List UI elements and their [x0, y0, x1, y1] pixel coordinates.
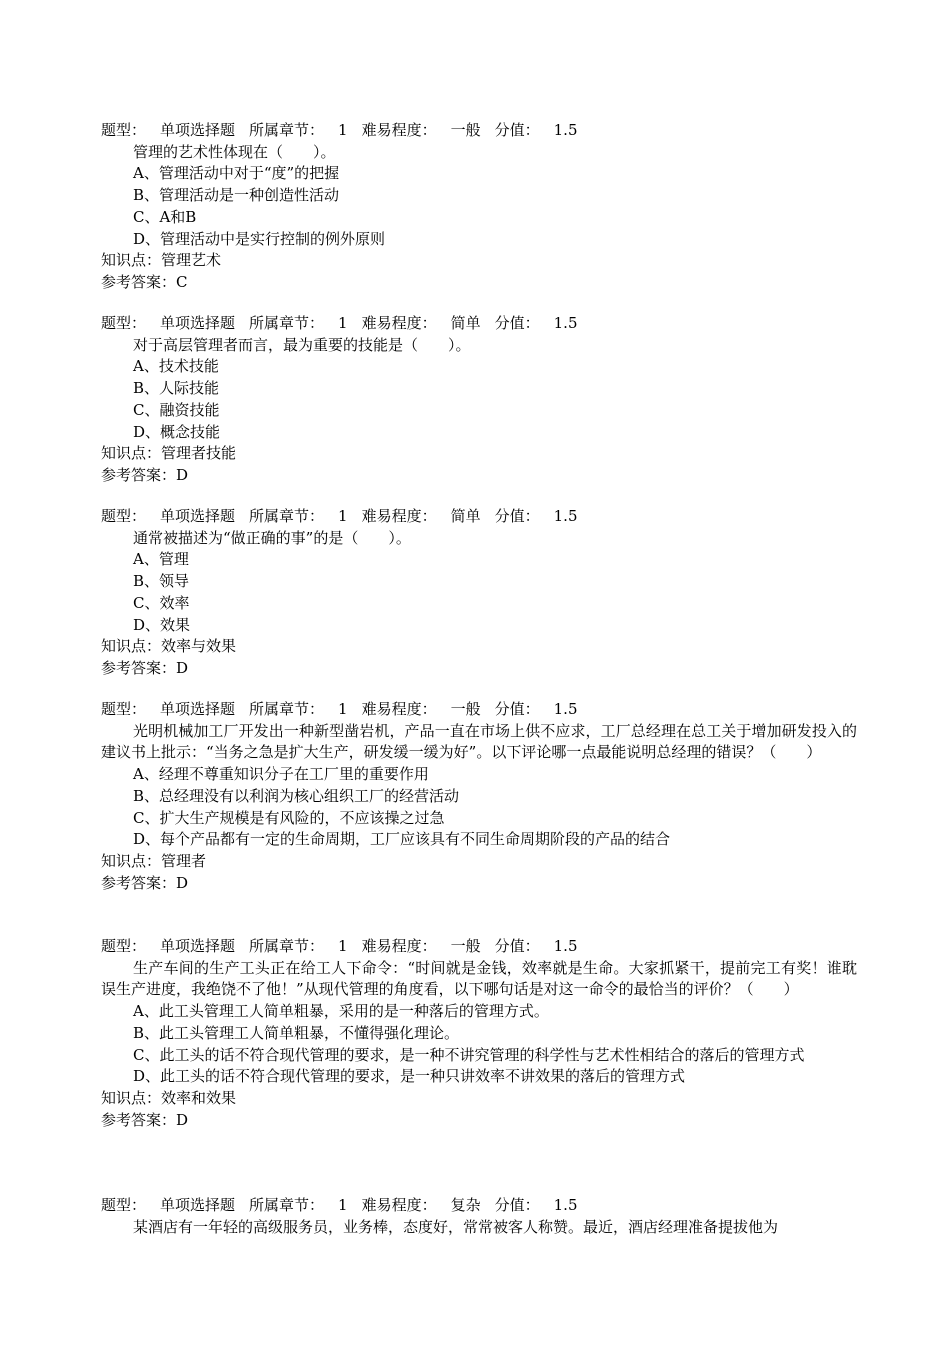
- question-chapter: 1: [338, 700, 348, 718]
- question-score: 1.5: [553, 937, 578, 955]
- option-c: C、A和B: [133, 207, 197, 226]
- question-stem: 光明机械加工厂开发出一种新型凿岩机，产品一直在市场上供不应求，工厂总经理在总工关于增加研发投入的建议书上批示：“当务之急是扩大生产，研发缓一缓为好”。以下评论哪一点最能说明总经理的错误？（ ）: [101, 721, 857, 762]
- option-d: D、每个产品都有一定的生命周期，工厂应该具有不同生命周期阶段的产品的结合: [133, 830, 671, 849]
- option-b: B、领导: [133, 572, 190, 591]
- question-meta: [101, 699, 857, 721]
- answer-value: D: [176, 465, 189, 484]
- question-chapter: 1: [338, 121, 348, 139]
- question-block: [101, 506, 857, 680]
- option-c: C、扩大生产规模是有风险的，不应该操之过急: [133, 808, 445, 827]
- knowledge-label: 知识点：: [101, 1088, 162, 1107]
- chapter-label: 所属章节：: [249, 937, 325, 955]
- question-stem: 管理的艺术性体现在（ ）。: [133, 142, 336, 161]
- option-a: A、经理不尊重知识分子在工厂里的重要作用: [133, 765, 429, 784]
- reference-answer: [101, 658, 857, 680]
- answer-label: 参考答案：: [101, 873, 177, 892]
- question-difficulty: 一般: [450, 937, 481, 955]
- option-a: A、管理: [133, 550, 189, 569]
- type-label: 题型：: [101, 121, 147, 139]
- knowledge-point: [101, 636, 857, 658]
- question-stem: 通常被描述为“做正确的事”的是（ ）。: [133, 528, 411, 547]
- question-difficulty: 简单: [450, 314, 481, 332]
- answer-label: 参考答案：: [101, 465, 177, 484]
- question-difficulty: 复杂: [450, 1196, 481, 1214]
- reference-answer: [101, 873, 857, 895]
- question-score: 1.5: [553, 700, 578, 718]
- knowledge-value: 管理者: [161, 851, 207, 870]
- reference-answer: [101, 465, 857, 487]
- option-a: A、管理活动中对于“度”的把握: [133, 164, 340, 183]
- reference-answer: [101, 1110, 857, 1132]
- question-block: [101, 699, 857, 894]
- question-score: 1.5: [553, 507, 578, 525]
- knowledge-value: 管理艺术: [161, 251, 222, 270]
- option-d: D、概念技能: [133, 422, 221, 441]
- question-block: [101, 936, 857, 1131]
- option-d: D、效果: [133, 615, 191, 634]
- difficulty-label: 难易程度：: [361, 507, 437, 525]
- answer-value: D: [176, 658, 189, 677]
- option-b: B、此工头管理工人简单粗暴，不懂得强化理论。: [133, 1023, 460, 1042]
- chapter-label: 所属章节：: [249, 700, 325, 718]
- type-label: 题型：: [101, 507, 147, 525]
- score-label: 分值：: [494, 937, 540, 955]
- score-label: 分值：: [494, 1196, 540, 1214]
- question-chapter: 1: [338, 314, 348, 332]
- option-b: B、人际技能: [133, 379, 220, 398]
- question-difficulty: 一般: [450, 121, 481, 139]
- chapter-label: 所属章节：: [249, 121, 325, 139]
- question-type: 单项选择题: [160, 314, 236, 332]
- reference-answer: [101, 272, 857, 294]
- option-c: C、效率: [133, 593, 190, 612]
- type-label: 题型：: [101, 937, 147, 955]
- knowledge-label: 知识点：: [101, 637, 162, 656]
- option-c: C、此工头的话不符合现代管理的要求，是一种不讲究管理的科学性与艺术性相结合的落后的管理方式: [133, 1045, 805, 1064]
- question-type: 单项选择题: [160, 937, 236, 955]
- type-label: 题型：: [101, 700, 147, 718]
- question-meta: [101, 506, 857, 528]
- chapter-label: 所属章节：: [249, 314, 325, 332]
- option-b: B、管理活动是一种创造性活动: [133, 186, 340, 205]
- score-label: 分值：: [494, 314, 540, 332]
- option-d: D、管理活动中是实行控制的例外原则: [133, 229, 386, 248]
- question-score: 1.5: [553, 1196, 578, 1214]
- chapter-label: 所属章节：: [249, 507, 325, 525]
- difficulty-label: 难易程度：: [361, 314, 437, 332]
- difficulty-label: 难易程度：: [361, 700, 437, 718]
- chapter-label: 所属章节：: [249, 1196, 325, 1214]
- question-meta: [101, 1195, 857, 1217]
- question-type: 单项选择题: [160, 121, 236, 139]
- question-score: 1.5: [553, 314, 578, 332]
- knowledge-value: 效率与效果: [161, 637, 237, 656]
- knowledge-point: [101, 1088, 857, 1110]
- option-a: A、此工头管理工人简单粗暴，采用的是一种落后的管理方式。: [133, 1002, 549, 1021]
- knowledge-point: [101, 851, 857, 873]
- option-c: C、融资技能: [133, 400, 220, 419]
- answer-value: C: [176, 272, 188, 291]
- knowledge-value: 效率和效果: [161, 1088, 237, 1107]
- answer-label: 参考答案：: [101, 272, 177, 291]
- knowledge-label: 知识点：: [101, 851, 162, 870]
- knowledge-value: 管理者技能: [161, 444, 237, 463]
- question-block: [101, 313, 857, 487]
- question-difficulty: 一般: [450, 700, 481, 718]
- answer-label: 参考答案：: [101, 658, 177, 677]
- question-meta: [101, 936, 857, 958]
- question-chapter: 1: [338, 1196, 348, 1214]
- answer-value: D: [176, 1110, 189, 1129]
- question-type: 单项选择题: [160, 507, 236, 525]
- difficulty-label: 难易程度：: [361, 1196, 437, 1214]
- knowledge-label: 知识点：: [101, 251, 162, 270]
- knowledge-point: [101, 250, 857, 272]
- option-d: D、此工头的话不符合现代管理的要求，是一种只讲效率不讲效果的落后的管理方式: [133, 1067, 686, 1086]
- question-block: [101, 120, 857, 294]
- question-score: 1.5: [553, 121, 578, 139]
- score-label: 分值：: [494, 700, 540, 718]
- question-stem: 某酒店有一年轻的高级服务员，业务棒，态度好，常常被客人称赞。最近，酒店经理准备提拔他为: [133, 1217, 779, 1236]
- question-type: 单项选择题: [160, 1196, 236, 1214]
- option-b: B、总经理没有以利润为核心组织工厂的经营活动: [133, 786, 460, 805]
- question-meta: [101, 313, 857, 335]
- answer-label: 参考答案：: [101, 1110, 177, 1129]
- question-difficulty: 简单: [450, 507, 481, 525]
- question-meta: [101, 120, 857, 142]
- question-stem: 对于高层管理者而言，最为重要的技能是（ ）。: [133, 335, 471, 354]
- question-stem: 生产车间的生产工头正在给工人下命令：“时间就是金钱，效率就是生命。大家抓紧干，提前完工有奖！谁耽误生产进度，我绝饶不了他！”从现代管理的角度看，以下哪句话是对这一命令的最恰当的评价？（ ）: [101, 958, 857, 999]
- option-a: A、技术技能: [133, 357, 219, 376]
- question-chapter: 1: [338, 507, 348, 525]
- question-chapter: 1: [338, 937, 348, 955]
- score-label: 分值：: [494, 121, 540, 139]
- difficulty-label: 难易程度：: [361, 121, 437, 139]
- type-label: 题型：: [101, 1196, 147, 1214]
- score-label: 分值：: [494, 507, 540, 525]
- knowledge-label: 知识点：: [101, 444, 162, 463]
- type-label: 题型：: [101, 314, 147, 332]
- question-type: 单项选择题: [160, 700, 236, 718]
- answer-value: D: [176, 873, 189, 892]
- knowledge-point: [101, 443, 857, 465]
- question-block: [101, 1195, 857, 1238]
- difficulty-label: 难易程度：: [361, 937, 437, 955]
